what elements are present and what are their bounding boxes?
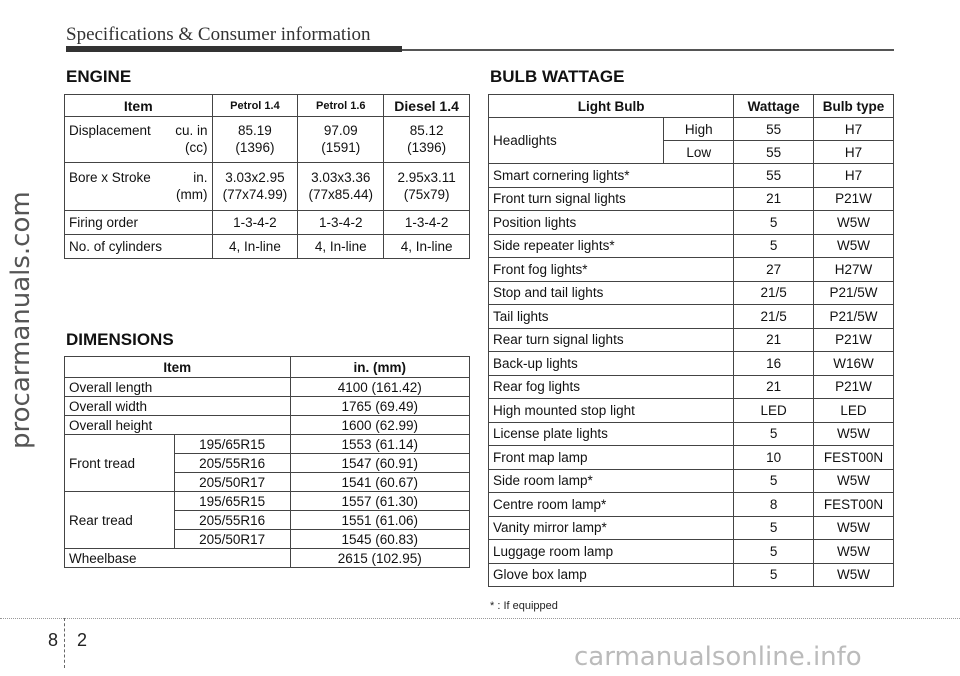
engine-cell: 85.12 (1396) <box>384 117 470 163</box>
headlights-label: Headlights <box>489 118 664 164</box>
bulb-name: Rear fog lights <box>489 375 734 399</box>
dimensions-header-item: Item <box>65 357 291 378</box>
bulb-name: Luggage room lamp <box>489 540 734 564</box>
table-row <box>65 117 470 163</box>
table-row <box>489 469 894 493</box>
bulb-header-wattage: Wattage <box>734 95 814 118</box>
bulb-wattage: 5 <box>734 540 814 564</box>
bulb-type: W5W <box>814 211 894 235</box>
dimensions-section-title: DIMENSIONS <box>66 330 174 349</box>
table-row <box>489 118 894 141</box>
bulb-type: W5W <box>814 563 894 587</box>
engine-row-label: No. of cylinders <box>65 235 213 259</box>
bulb-wattage: 5 <box>734 516 814 540</box>
bulb-wattage: 21/5 <box>734 281 814 305</box>
bulb-wattage: 21/5 <box>734 305 814 329</box>
dimensions-header-value: in. (mm) <box>290 357 470 378</box>
engine-cell: 1-3-4-2 <box>384 211 470 235</box>
headlight-sub: Low <box>664 141 734 164</box>
bulb-wattage: 5 <box>734 234 814 258</box>
footer-watermark: carmanualsonline.info <box>574 642 862 672</box>
table-row <box>489 563 894 587</box>
bulb-name: Front fog lights* <box>489 258 734 282</box>
dimension-value: 1765 (69.49) <box>290 397 470 416</box>
engine-cell: 3.03x3.36 (77x85.44) <box>298 163 384 211</box>
engine-header-diesel14: Diesel 1.4 <box>384 95 470 117</box>
table-row <box>489 446 894 470</box>
bulb-name: Front map lamp <box>489 446 734 470</box>
bulb-wattage: 5 <box>734 211 814 235</box>
table-row <box>65 235 470 259</box>
bulb-type: W5W <box>814 469 894 493</box>
bulb-type: LED <box>814 399 894 423</box>
table-row <box>65 492 470 511</box>
engine-cell: 3.03x2.95 (77x74.99) <box>212 163 298 211</box>
engine-header-petrol16: Petrol 1.6 <box>298 95 384 117</box>
table-row <box>489 493 894 517</box>
table-row <box>489 281 894 305</box>
tire-size: 205/50R17 <box>174 530 290 549</box>
dimension-label: Overall length <box>65 378 291 397</box>
bulb-name: Front turn signal lights <box>489 187 734 211</box>
bulb-type: H7 <box>814 118 894 141</box>
bulb-wattage: 10 <box>734 446 814 470</box>
dimension-value: 1551 (61.06) <box>290 511 470 530</box>
bulb-name: Side repeater lights* <box>489 234 734 258</box>
bulb-name: Tail lights <box>489 305 734 329</box>
table-row <box>489 187 894 211</box>
bulb-type: W5W <box>814 422 894 446</box>
bulb-wattage: 55 <box>734 164 814 188</box>
bulb-header-light: Light Bulb <box>489 95 734 118</box>
bulb-name: Back-up lights <box>489 352 734 376</box>
table-row <box>489 375 894 399</box>
bulb-type: P21/5W <box>814 305 894 329</box>
dimension-label: Overall height <box>65 416 291 435</box>
headlight-sub: High <box>664 118 734 141</box>
table-row <box>489 258 894 282</box>
engine-cell: 85.19 (1396) <box>212 117 298 163</box>
table-row <box>489 211 894 235</box>
bulb-type: FEST00N <box>814 446 894 470</box>
dimension-value: 1547 (60.91) <box>290 454 470 473</box>
header-rule <box>402 49 894 51</box>
header-bar <box>66 46 402 52</box>
bulb-name: Vanity mirror lamp* <box>489 516 734 540</box>
engine-cell: 97.09 (1591) <box>298 117 384 163</box>
page-number: 8 2 <box>47 630 88 650</box>
bulb-wattage: 55 <box>734 118 814 141</box>
engine-table <box>64 94 470 259</box>
bulb-section-title: BULB WATTAGE <box>490 67 625 86</box>
engine-cell: 4, In-line <box>384 235 470 259</box>
wheelbase-label: Wheelbase <box>65 549 291 568</box>
side-watermark: procarmanuals.com <box>6 191 36 449</box>
table-row <box>489 305 894 329</box>
dimension-value: 1545 (60.83) <box>290 530 470 549</box>
table-row <box>489 328 894 352</box>
dimension-value: 1600 (62.99) <box>290 416 470 435</box>
engine-cell: 4, In-line <box>212 235 298 259</box>
engine-cell: 4, In-line <box>298 235 384 259</box>
engine-row-label: Bore x Stroke in. (mm) <box>65 163 213 211</box>
front-tread-label: Front tread <box>65 435 175 492</box>
footer-rule <box>0 618 960 619</box>
bulb-wattage: 5 <box>734 469 814 493</box>
bulb-name: Stop and tail lights <box>489 281 734 305</box>
bulb-name: High mounted stop light <box>489 399 734 423</box>
table-row <box>489 164 894 188</box>
bulb-wattage: 21 <box>734 187 814 211</box>
bulb-name: Centre room lamp* <box>489 493 734 517</box>
bulb-wattage: 21 <box>734 375 814 399</box>
bulb-wattage: 27 <box>734 258 814 282</box>
dimension-value: 1541 (60.67) <box>290 473 470 492</box>
bulb-type: W16W <box>814 352 894 376</box>
table-row <box>65 211 470 235</box>
bulb-header-type: Bulb type <box>814 95 894 118</box>
bulb-name: Position lights <box>489 211 734 235</box>
dimensions-table <box>64 356 470 568</box>
table-row <box>489 540 894 564</box>
bulb-type: W5W <box>814 540 894 564</box>
table-row <box>65 397 470 416</box>
bulb-type: P21W <box>814 187 894 211</box>
bulb-type: FEST00N <box>814 493 894 517</box>
table-row <box>489 352 894 376</box>
table-row <box>489 234 894 258</box>
tire-size: 205/55R16 <box>174 454 290 473</box>
engine-section-title: ENGINE <box>66 67 132 86</box>
table-row <box>65 549 470 568</box>
bulb-type: W5W <box>814 234 894 258</box>
table-row <box>65 416 470 435</box>
dimension-label: Overall width <box>65 397 291 416</box>
bulb-name: Rear turn signal lights <box>489 328 734 352</box>
bulb-table <box>488 94 894 587</box>
footnote: * : If equipped <box>490 600 558 612</box>
page-header-title: Specifications & Consumer information <box>66 24 371 45</box>
dimension-value: 1553 (61.14) <box>290 435 470 454</box>
bulb-wattage: LED <box>734 399 814 423</box>
engine-row-label: Displacement cu. in (cc) <box>65 117 213 163</box>
tire-size: 205/50R17 <box>174 473 290 492</box>
table-row <box>489 399 894 423</box>
engine-header-petrol14: Petrol 1.4 <box>212 95 298 117</box>
dimension-value: 1557 (61.30) <box>290 492 470 511</box>
bulb-type: P21W <box>814 375 894 399</box>
bulb-wattage: 55 <box>734 141 814 164</box>
bulb-type: W5W <box>814 516 894 540</box>
bulb-wattage: 8 <box>734 493 814 517</box>
bulb-wattage: 21 <box>734 328 814 352</box>
bulb-wattage: 16 <box>734 352 814 376</box>
engine-cell: 1-3-4-2 <box>298 211 384 235</box>
bulb-name: Side room lamp* <box>489 469 734 493</box>
rear-tread-label: Rear tread <box>65 492 175 549</box>
dimension-value: 4100 (161.42) <box>290 378 470 397</box>
bulb-type: H7 <box>814 164 894 188</box>
table-row <box>489 516 894 540</box>
table-row <box>65 378 470 397</box>
table-row <box>65 435 470 454</box>
engine-cell: 2.95x3.11 (75x79) <box>384 163 470 211</box>
bulb-type: H7 <box>814 141 894 164</box>
dimension-value: 2615 (102.95) <box>290 549 470 568</box>
tire-size: 205/55R16 <box>174 511 290 530</box>
bulb-wattage: 5 <box>734 563 814 587</box>
bulb-type: H27W <box>814 258 894 282</box>
bulb-wattage: 5 <box>734 422 814 446</box>
engine-header-item: Item <box>65 95 213 117</box>
bulb-name: Glove box lamp <box>489 563 734 587</box>
table-row <box>489 422 894 446</box>
bulb-type: P21/5W <box>814 281 894 305</box>
bulb-name: Smart cornering lights* <box>489 164 734 188</box>
bulb-type: P21W <box>814 328 894 352</box>
tire-size: 195/65R15 <box>174 492 290 511</box>
engine-row-label: Firing order <box>65 211 213 235</box>
engine-cell: 1-3-4-2 <box>212 211 298 235</box>
bulb-name: License plate lights <box>489 422 734 446</box>
table-row <box>65 163 470 211</box>
tire-size: 195/65R15 <box>174 435 290 454</box>
